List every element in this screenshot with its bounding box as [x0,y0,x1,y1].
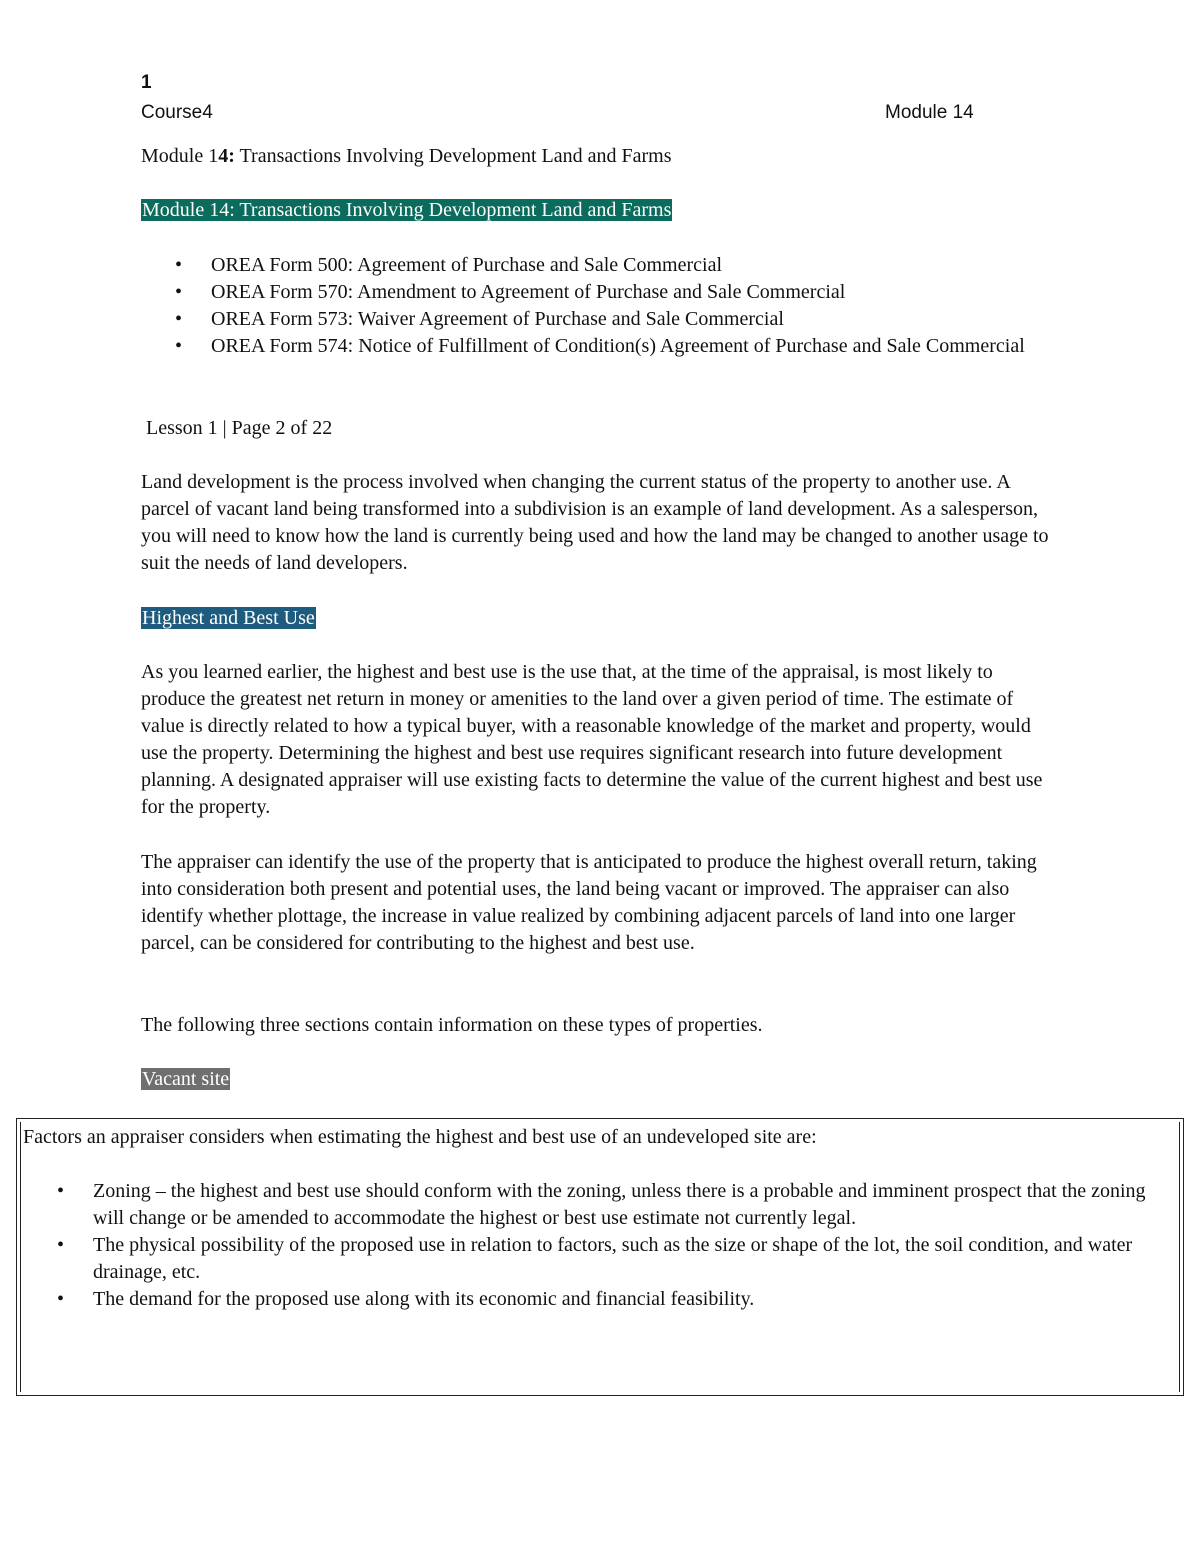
list-item: • Zoning – the highest and best use should conform with the zoning, unless there is a probable and imminent prospect that the zoning will change or be amended to accommodate the highest or best use estimate not currently legal. [57,1180,1146,1229]
factors-box [16,1118,1184,1396]
forms-list [141,252,1071,360]
module-title [141,143,672,170]
module-title-rest: Transactions Involving Development Land and Farms [234,145,672,167]
paragraph-sections: The following three sections contain information on these types of properties. [141,1014,763,1036]
list-item: • The physical possibility of the proposed use in relation to factors, such as the size or shape of the lot, the soil condition, and water drainage, etc. [57,1234,1133,1283]
list-item: • OREA Form 574: Notice of Fulfillment of Condition(s) Agreement of Purchase and Sale Commercial [141,333,1071,360]
section-heading-text: Highest and Best Use [142,607,315,629]
subheading-vacant-site [141,1066,230,1093]
list-item: • OREA Form 573: Waiver Agreement of Purchase and Sale Commercial [141,306,1071,333]
bullet-icon: • [175,308,183,330]
paragraph-highest-best-use: As you learned earlier, the highest and best use is the use that, at the time of the appraisal, is most likely to produce the greatest net return in money or amenities to the land over a given period of time. The estimate of value is directly related to how a typical buyer, with a reasonable knowledge of the market and property, would use the property. Determining the highest and best use requires significant research into future development planning. A designated appraiser will use existing facts to determine the value of the current highest and best use for the property. [141,661,1043,818]
page-number: 1 [141,72,152,93]
module-label: Module 14 [885,102,974,123]
subheading-text: Vacant site [142,1068,230,1090]
bullet-icon: • [175,281,183,303]
bullet-icon: • [175,335,183,357]
paragraph-appraiser: The appraiser can identify the use of the property that is anticipated to produce the highest overall return, taking into consideration both present and potential uses, the land being vacant or improved. The appraiser can also identify whether plottage, the increase in value realized by combining adjacent parcels of land into one larger parcel, can be considered for contributing to the highest and best use. [141,851,1037,954]
factors-list [19,1178,1169,1313]
module-title-prefix: Module 1 [141,145,219,167]
module-heading [141,197,672,224]
module-heading-text: Module 14: Transactions Involving Development Land and Farms [142,199,672,221]
lesson-label: Lesson 1 | Page 2 of 22 [146,417,333,439]
section-heading [141,605,316,632]
module-title-bold: 4: [218,145,235,167]
list-item: • The demand for the proposed use along with its economic and financial feasibility. [19,1286,1169,1313]
list-item: • OREA Form 500: Agreement of Purchase and Sale Commercial [141,252,1071,279]
factors-intro: Factors an appraiser considers when estimating the highest and best use of an undeveloped site are: [23,1126,817,1148]
bullet-icon: • [57,1234,65,1256]
bullet-icon: • [175,254,183,276]
intro-paragraph: Land development is the process involved when changing the current status of the property to another use. A parcel of vacant land being transformed into a subdivision is an example of land development. As a salesperson, you will need to know how the land is currently being used and how the land may be changed to another usage to suit the needs of land developers. [141,471,1049,574]
bullet-icon: • [57,1288,65,1310]
course-label: Course4 [141,102,213,123]
list-item: • OREA Form 570: Amendment to Agreement of Purchase and Sale Commercial [141,279,1071,306]
bullet-icon: • [57,1180,65,1202]
